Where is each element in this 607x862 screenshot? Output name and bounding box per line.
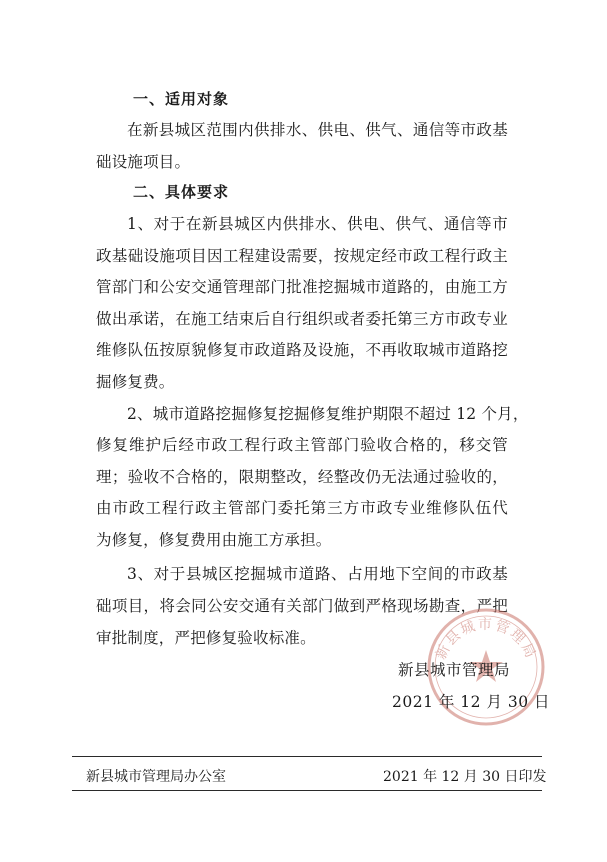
issuing-organization: 新县城市管理局 [398, 661, 511, 679]
section-heading-requirements: 二、具体要求 [133, 183, 230, 201]
paragraph-line: 为修复，修复费用由施工方承担。 [96, 531, 332, 549]
paragraph-line: 理；验收不合格的，限期整改，经整改仍无法通过验收的， [96, 468, 508, 486]
footer-print-date: 2021 年 12 月 30 日印发 [383, 769, 547, 785]
paragraph-line: 础设施项目。 [96, 153, 191, 171]
footer-bottom-rule [72, 790, 542, 791]
paragraph-line: 做出承诺，在施工结束后自行组织或者委托第三方市政专业 [96, 310, 508, 328]
paragraph-line: 掘修复费。 [96, 373, 175, 391]
paragraph-line: 管部门和公安交通管理部门批准挖掘城市道路的，由施工方 [96, 278, 508, 296]
paragraph-line: 维修队伍按原貌修复市政道路及设施，不再收取城市道路挖 [96, 341, 508, 359]
issue-date: 2021 年 12 月 30 日 [392, 693, 551, 711]
paragraph-line: 1、对于在新县城区内供排水、供电、供气、通信等市 [127, 215, 508, 233]
paragraph-line: 2、城市道路挖掘修复挖掘修复维护期限不超过 12 个月， [127, 405, 529, 423]
section-heading-scope: 一、适用对象 [133, 90, 230, 108]
paragraph-line: 础项目，将会同公安交通有关部门做到严格现场勘查，严把 [96, 597, 508, 615]
svg-text:新县城市管理局: 新县城市管理局 [433, 617, 539, 663]
footer-office: 新县城市管理局办公室 [86, 769, 226, 785]
paragraph-line: 由市政工程行政主管部门委托第三方市政专业维修队伍代 [96, 499, 508, 517]
paragraph-line: 政基础设施项目因工程建设需要，按规定经市政工程行政主 [96, 247, 508, 265]
paragraph-line: 在新县城区范围内供排水、供电、供气、通信等市政基 [127, 121, 508, 139]
paragraph-line: 审批制度，严把修复验收标准。 [96, 629, 316, 647]
footer-top-rule [72, 756, 542, 757]
paragraph-line: 修复维护后经市政工程行政主管部门验收合格的，移交管 [96, 436, 508, 454]
paragraph-line: 3、对于县城区挖掘城市道路、占用地下空间的市政基 [127, 565, 508, 583]
